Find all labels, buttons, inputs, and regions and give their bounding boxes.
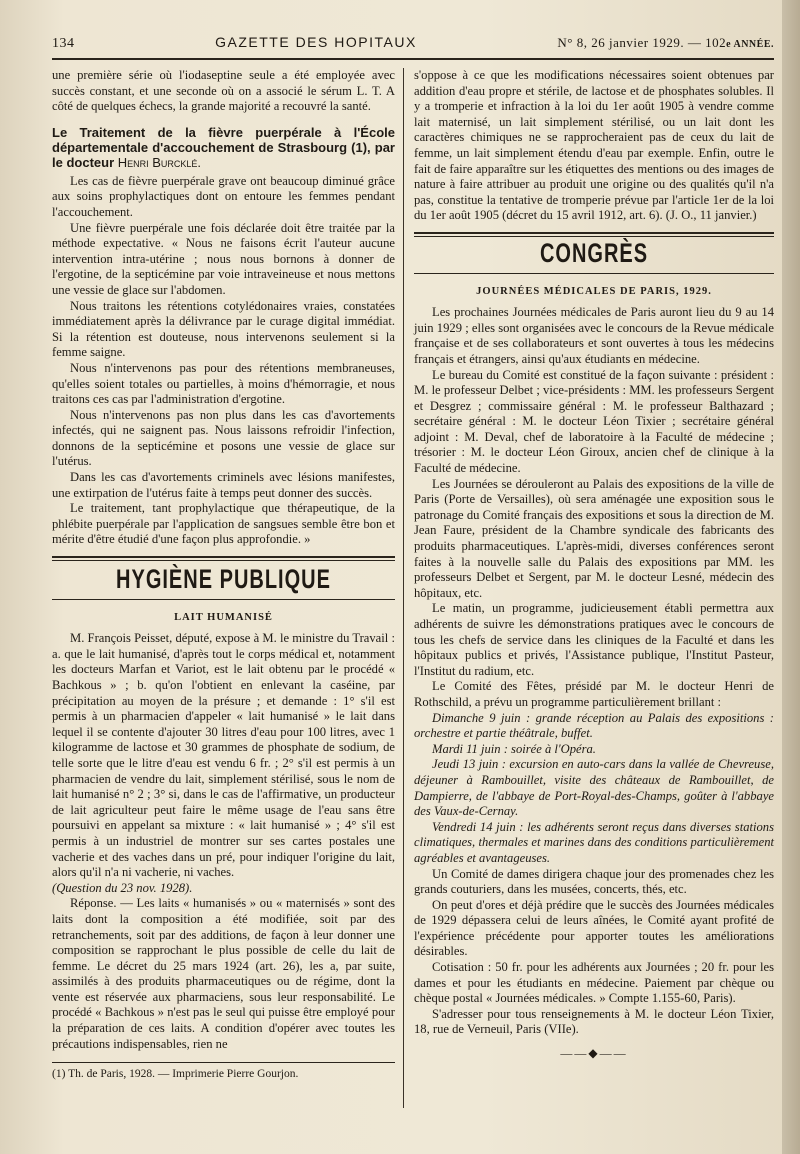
end-ornament: ——◆——	[560, 1046, 628, 1061]
continuation-paragraph: s'oppose à ce que les modifications nécessaires soient obtenues par addition d'eau propre et stérile, de lactose et de phosphates solubles. Il y a tromperie et infraction à la loi du 1er août 1905 à vendre comme lait maternisé, un lait simplement stérilisé, ou un lait dont les caractères chimiques ne se rapprocheraient pas de ceux du lait de femme, un lait simplement étendu d'eau par exemple. Enfin, outre le fait de faire apparaître sur les étiquettes des mentions ou des images de nature à faire attribuer au produit une origine ou des qualités qu'il n'a pas, constitue la tentative de tromperie prévue par l'article 1er de la loi du 1er août 1905 (décret du 15 avril 1912, art. 6). (J. O., 11 janvier.)	[414, 68, 774, 223]
paragraph: Le traitement, tant prophylactique que thérapeutique, de la phlébite puerpérale par l'application de sangsues semble être bon et mérite d'être étudié d'une façon plus approfondie. »	[52, 501, 395, 547]
article-title: Le Traitement de la fièvre puerpérale à l'École départementale d'accouchement de Strasbourg (1), par le docteur Henri Burcklé.	[52, 124, 395, 170]
intro-paragraph: une première série où l'iodaseptine seule a été employée avec succès constant, et une seconde où on a associé le sérum L. T. A côté de quelques échecs, la grande majorité a recouvré la santé.	[52, 68, 395, 114]
paragraph: Dans les cas d'avortements criminels avec lésions manifestes, une extirpation de l'utérus faite à temps peut donner des succès.	[52, 470, 395, 500]
section-divider	[52, 556, 395, 561]
program-item: Jeudi 13 juin : excursion en auto-cars dans la vallée de Chevreuse, déjeuner à Rambouillet, visite des châteaux de Rambouillet, de Dampierre, de l'abbaye de Port-Royal-des-Champs, goûter à l'abbaye des Vaux-de-Cernay.	[414, 757, 774, 819]
section-divider	[414, 232, 774, 237]
subsection-title-lait: LAIT HUMANISÉ	[174, 611, 273, 623]
paragraph: Réponse. — Les laits « humanisés » ou « maternisés » sont des laits dont la composition a été modifiée, soit par des retranchements, soit par des additions, de façon à leur donner une composition se rapprochant le plus possible de celle du lait de femme. Le décret du 25 mars 1924 (art. 26), les a, par suite, assimilés à des produits pharmaceutiques ou de régime, dont la vente est réservée aux pharmaciens, sous leur responsabilité. Le procédé « Bachkous » n'est pas le seul qui puisse être employé pour la préparation de ces laits. A condition d'opérer avec toutes les précautions indispensables, rien ne	[52, 896, 395, 1051]
divider	[52, 599, 395, 600]
program-item: Dimanche 9 juin : grande réception au Palais des expositions : orchestre et partie théâtrale, buffet.	[414, 710, 774, 741]
program-item: Mardi 11 juin : soirée à l'Opéra.	[432, 741, 596, 756]
paragraph: Nous n'intervenons pas non plus dans les cas d'avortements infectés, qui ne saignent pas. Nous laissons refroidir l'infection, donnons de la septicémine et posons une vessie de glace sur l'utérus.	[52, 407, 395, 469]
question-reference: (Question du 23 nov. 1928).	[52, 880, 193, 895]
article-author: Henri Burcklé.	[117, 154, 202, 170]
footnote: (1) Th. de Paris, 1928. — Imprimerie Pierre Gourjon.	[52, 1062, 395, 1083]
columns	[52, 68, 774, 1108]
section-title-hygiene: HYGIÈNE PUBLIQUE	[116, 564, 331, 595]
journal-title: GAZETTE DES HOPITAUX	[215, 34, 417, 50]
subsection-title-journees: JOURNÉES MÉDICALES DE PARIS, 1929.	[476, 285, 712, 297]
paragraph: Une fièvre puerpérale une fois déclarée doit être traitée par la méthode expectative. « Nous ne faisons écrit l'auteur aucune intervention intra-utérine ; nous nous bornons à donner de l'ergotine, de la septicémine par voie intraveineuse et nous mettons une vessie de glace sur l'abdomen.	[52, 220, 395, 297]
paragraph: Nous traitons les rétentions cotylédonaires vraies, constatées immédiatement après la délivrance par le curage digital immédiat. Si la rétention est douteuse, nous intervenons seulement si la femme saigne.	[52, 298, 395, 360]
paragraph: Cotisation : 50 fr. pour les adhérents aux Journées ; 20 fr. pour les dames et pour les étudiants en médecine. Paiement par chèque ou chèque postal « Journées médicales. » Compte 1.155-60, Paris).	[414, 960, 774, 1006]
page-number: 134	[52, 36, 75, 51]
paragraph: Les cas de fièvre puerpérale grave ont beaucoup diminué grâce aux soins prophylactiques dont on entoure les femmes pendant l'accouchement.	[52, 173, 395, 219]
page-header	[52, 34, 774, 60]
paragraph: Les prochaines Journées médicales de Paris auront lieu du 9 au 14 juin 1929 ; elles sont organisées avec le concours de la Revue médicale française et de ses collaborateurs et sont ouvertes à tous les médecins français et étrangers, ainsi qu'aux étudiants en médecine.	[414, 305, 774, 366]
paragraph: Le bureau du Comité est constitué de la façon suivante : président : M. le professeur Delbet ; vice-présidents : MM. les professeurs Sergent et Desgrez ; commissaire général : M. le professeur Balthazard ; secrétaire général : M. le docteur Léon Tixier ; secrétaire général adjoint : M. Deval, chef de laboratoire à la Faculté de médecine ; trésorier : M. le docteur Léon Giroux, ancien chef de clinique à la Faculté de médecine.	[414, 367, 774, 476]
paragraph: Nous n'intervenons pas pour des rétentions membraneuses, qu'elles soient totales ou partielles, à moins d'hémorragie, et nous traitons ces cas par l'administration d'ergotine.	[52, 360, 395, 407]
page-edge	[782, 0, 800, 1154]
paragraph: On peut d'ores et déjà prédire que le succès des Journées médicales de 1929 dépassera celui de leurs aînées, le Comité ayant profité de l'expérience précédente pour apporter toutes les améliorations désirables.	[414, 897, 774, 959]
right-column	[404, 68, 774, 1108]
section-title-congres: CONGRÈS	[539, 238, 649, 269]
paragraph: M. François Peisset, député, expose à M. le ministre du Travail : a. que le lait humanisé, d'après tout le corps médical et, notamment les docteurs Marfan et Variot, est le lait obtenu par le procédé « Bachkous » ; b. qu'on l'obtient en enlevant la caséine, par précipitation au moyen de la présure ; et demande : 1° s'il est permis à un pharmacien d'appeler « lait humanisé » le lait dans lequel il se contente d'ajouter 30 litres d'eau pour 100 litres, avec 1 kilogramme de lactose et 30 grammes de phosphate de sodium, de telle sorte que le litre d'eau est vendu 6 fr. ; 2° s'il est permis à un pharmacien de vendre du lait, simplement stérilisé, sous le nom de lait humanisé n° 2 ; 3° si, dans le cas de l'affirmative, un producteur de lait agriculteur peut faire le même usage de l'eau sans être poursuivi en appelant sa mixture : « lait humanisé » ; 4° s'il est permis à un industriel de montrer sur ses cartes postales une vacherie et des vaches dans un pré, pour indiquer l'origine du lait, alors qu'il n'a ni vacherie, ni vaches.	[52, 631, 395, 880]
issue-info: N° 8, 26 janvier 1929. — 102e ANNÉE.	[557, 35, 774, 50]
program-item: Vendredi 14 juin : les adhérents seront reçus dans diverses stations climatiques, thermales et marines dans des conditions particulièrement agréables et avantageuses.	[414, 819, 774, 865]
left-column	[52, 68, 404, 1108]
paragraph: Le matin, un programme, judicieusement établi permettra aux adhérents de suivre les démonstrations pratiques avec le concours de tous les chefs de service dans les cliniques de la Faculté et dans les hôpitaux publics et privés, l'Assistance publique, l'Institut Pasteur, l'Institut du radium, etc.	[414, 601, 774, 678]
paragraph: S'adresser pour tous renseignements à M. le docteur Léon Tixier, 18, rue de Verneuil, Paris (VIIe).	[414, 1006, 774, 1037]
paragraph: Les Journées se dérouleront au Palais des expositions de la ville de Paris (Porte de Versailles), où sera aménagée une exposition sous le patronage du Comité français des expositions et sous la direction de M. Jean Faure, président de la Chambre syndicale des fabricants des produits pharmaceutiques. L'après-midi, diverses conférences seront faites à la nouvelle salle du Palais des expositions par MM. les professeurs Delbet et Sergent, par M. le docteur Lesné, médecin des hôpitaux, etc.	[414, 476, 774, 600]
paragraph: Un Comité de dames dirigera chaque jour des promenades chez les grands couturiers, dans les musées, concerts, thés, etc.	[414, 866, 774, 897]
divider	[414, 273, 774, 274]
paragraph: Le Comité des Fêtes, présidé par M. le docteur Henri de Rothschild, a prévu un programme particulièrement brillant :	[414, 679, 774, 709]
